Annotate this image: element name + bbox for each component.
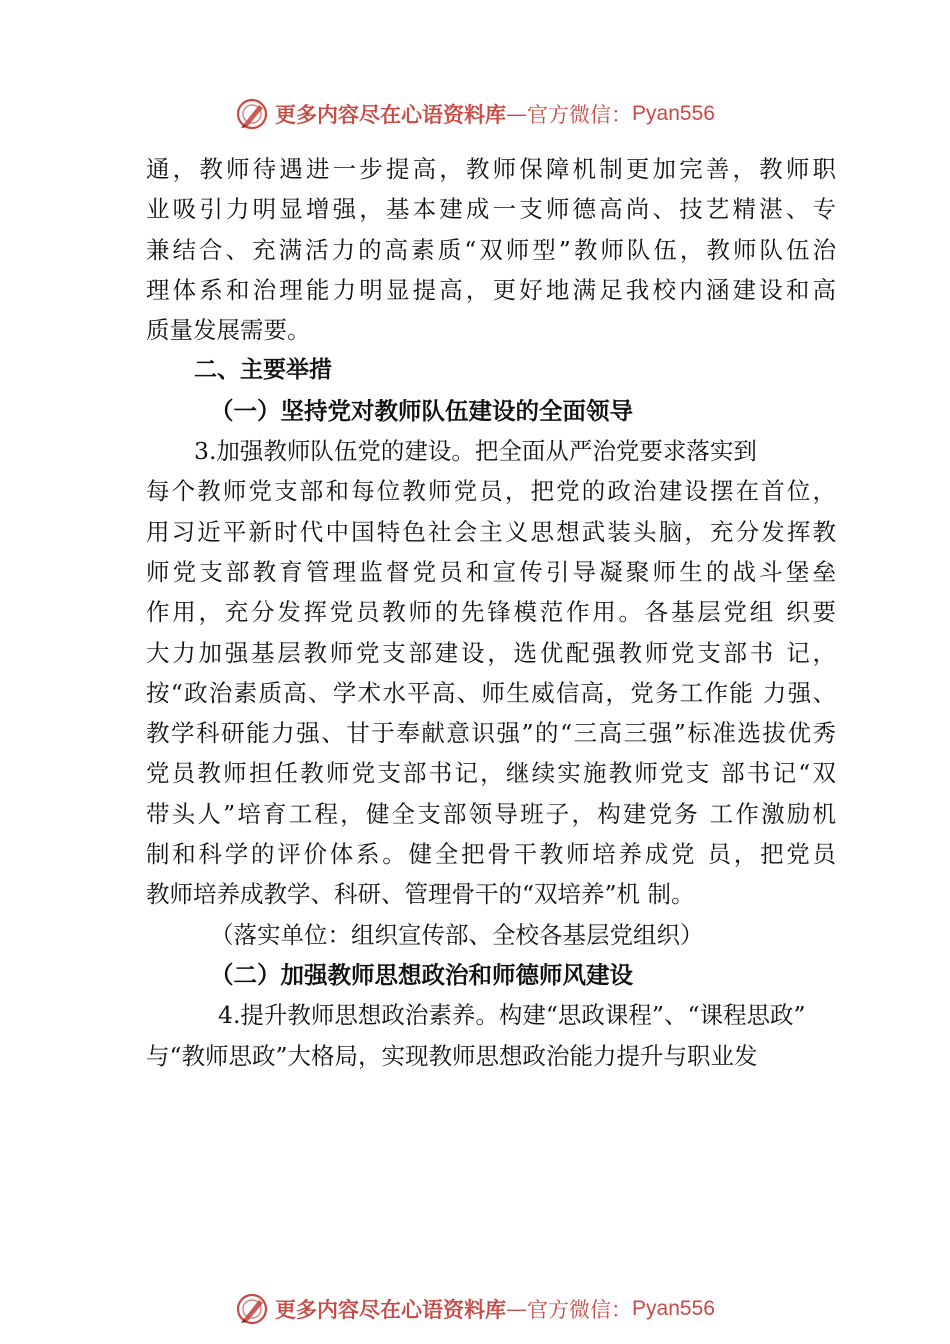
watermark-wechat-label: 官方微信：	[527, 1298, 633, 1322]
body-line: 按“政治素质高、学术水平高、师生威信高，党务工作能 力强、	[146, 678, 836, 707]
body-line: 业吸引力明显增强，基本建成一支师德高尚、技艺精湛、专	[146, 195, 836, 224]
watermark-site-name: 更多内容尽在心语资料库	[275, 1297, 507, 1322]
body-line: 兼结合、充满活力的高素质“双师型”教师队伍，教师队伍治	[146, 235, 836, 264]
watermark-separator: —	[506, 102, 528, 126]
document-body	[146, 149, 836, 1076]
body-line: 质量发展需要。	[146, 316, 311, 345]
watermark-site-name: 更多内容尽在心语资料库	[275, 102, 507, 127]
body-line: 理体系和治理能力明显提高，更好地满足我校内涵建设和高	[146, 275, 836, 304]
footer-watermark	[0, 1289, 950, 1329]
subsection-heading: （一）坚持党对教师队伍建设的全面领导	[210, 396, 633, 425]
body-line: 与“教师思政”大格局，实现教师思想政治能力提升与职业发	[146, 1041, 758, 1070]
watermark-wechat-id: Pyan556	[632, 102, 715, 125]
watermark-wechat-id: Pyan556	[632, 1297, 715, 1320]
pen-seal-logo-icon	[235, 1292, 269, 1326]
body-line: 师党支部教育管理监督党员和宣传引导凝聚师生的战斗堡垒	[146, 557, 836, 586]
body-line: 带头人”培育工程，健全支部领导班子，构建党务 工作激励机	[146, 799, 836, 828]
body-line: 教学科研能力强、甘于奉献意识强”的“三高三强”标准选拔优秀	[146, 719, 836, 748]
body-line: 用习近平新时代中国特色社会主义思想武装头脑，充分发挥教	[146, 517, 836, 546]
section-heading: 二、主要举措	[194, 357, 332, 384]
body-line: 3.加强教师队伍党的建设。把全面从严治党要求落实到	[194, 437, 757, 466]
body-line: 教师培养成教学、科研、管理骨干的“双培养”机 制。	[146, 880, 695, 909]
subsection-heading: （二）加强教师思想政治和师德师风建设	[210, 960, 633, 989]
body-line: 每个教师党支部和每位教师党员，把党的政治建设摆在首位，	[146, 477, 836, 506]
header-watermark	[0, 94, 950, 134]
body-line: 作用，充分发挥党员教师的先锋模范作用。各基层党组 织要	[146, 598, 836, 627]
watermark-wechat-label: 官方微信：	[527, 103, 633, 127]
responsible-unit-note: （落实单位：组织宣传部、全校各基层党组织）	[210, 920, 704, 949]
pen-seal-logo-icon	[235, 97, 269, 131]
body-line: 大力加强基层教师党支部建设，选优配强教师党支部书 记，	[146, 638, 836, 667]
watermark-separator: —	[506, 1297, 528, 1321]
body-line: 制和科学的评价体系。健全把骨干教师培养成党 员，把党员	[146, 840, 836, 869]
body-line: 4.提升教师思想政治素养。构建“思政课程”、“课程思政”	[218, 1001, 806, 1030]
body-line: 通，教师待遇进一步提高，教师保障机制更加完善，教师职	[146, 155, 836, 183]
body-line: 党员教师担任教师党支部书记，继续实施教师党支 部书记“双	[146, 759, 836, 788]
